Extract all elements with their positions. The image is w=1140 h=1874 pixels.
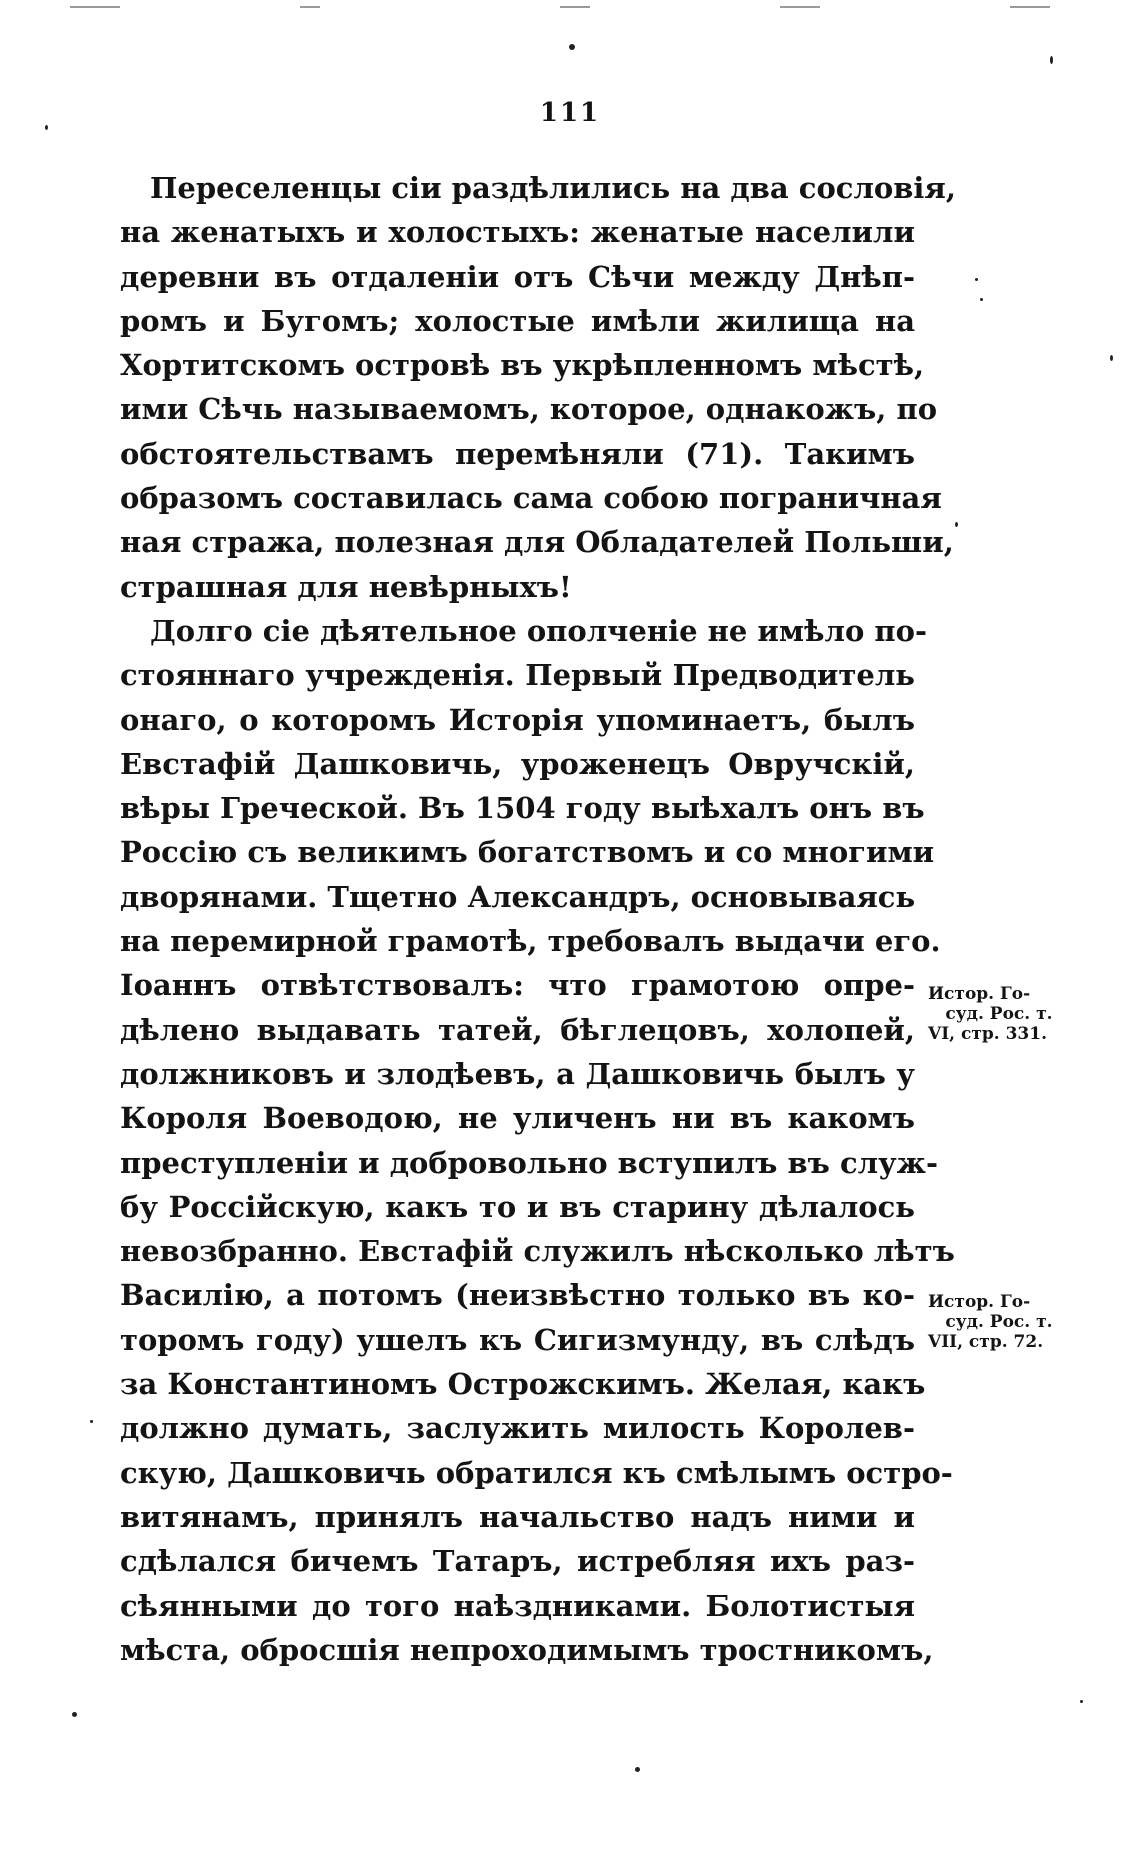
text-line: витянамъ, принялъ начальство надъ ними и [120,1499,915,1534]
text-line: Долго сіе дѣятельное ополченіе не имѣло по- [150,613,927,648]
text-line: Василію, а потомъ (неизвѣстно только въ ко- [120,1278,915,1313]
margin-note-line: Истор. Го- [928,1292,1031,1312]
text-line: сѣянными до того наѣздниками. Болотистыя [120,1588,915,1623]
text-line: онаго, о которомъ Исторія упоминаетъ, былъ [120,702,915,737]
text-line: скую, Дашковичь обратился къ смѣлымъ остро- [120,1455,953,1490]
text-line: обстоятельствамъ перемѣняли (71). Такимъ [120,436,915,471]
scan-speck [1110,355,1113,361]
scan-edge-mark [300,6,320,8]
text-line: должниковъ и злодѣевъ, а Дашковичь былъ у [120,1056,915,1091]
text-line: деревни въ отдаленіи отъ Сѣчи между Днѣп- [120,259,915,294]
body-text [120,166,956,1672]
text-line: ромъ и Бугомъ; холостые имѣли жилища на [120,303,915,338]
text-line: бу Россійскую, какъ то и въ старину дѣлалось [120,1189,915,1224]
page-number: 111 [539,98,601,128]
scan-speck [975,278,978,281]
text-line: вѣры Греческой. Въ 1504 году выѣхалъ онъ въ [120,791,925,826]
scan-speck [569,44,575,50]
text-line: торомъ году) ушелъ къ Сигизмунду, въ слѣдъ [120,1322,915,1357]
text-line: преступленіи и добровольно вступилъ въ служ- [120,1145,938,1180]
text-line: дѣлено выдавать татей, бѣглецовъ, холопей, [120,1012,915,1047]
margin-note-line: суд. Рос. т. [945,1004,1053,1024]
text-line: на женатыхъ и холостыхъ: женатые населили [120,215,915,250]
text-line: невозбранно. Евстафій служилъ нѣсколько лѣтъ [120,1234,955,1269]
text-line: должно думать, заслужить милость Королев- [120,1411,915,1446]
margin-note-line: VII, стр. 72. [928,1332,1044,1352]
margin-note-line: Истор. Го- [928,984,1031,1004]
text-line: дворянами. Тщетно Александръ, основываясь [120,879,916,914]
text-line: Короля Воеводою, не уличенъ ни въ какомъ [120,1101,915,1136]
text-line: Переселенцы сіи раздѣлились на два сословія, [150,171,956,205]
scan-speck [1080,1700,1083,1703]
scan-speck [1050,56,1053,64]
text-line: Хортитскомъ островѣ въ укрѣпленномъ мѣстѣ, [120,348,925,383]
scan-speck [90,1420,93,1423]
scan-speck [980,298,983,301]
text-line: Іоаннъ отвѣтствовалъ: что грамотою опре- [120,968,915,1003]
text-line: ими Сѣчь называемомъ, которое, однакожъ, по [120,392,938,427]
scan-speck [635,1767,640,1772]
text-line: сдѣлался бичемъ Татаръ, истребляя ихъ раз- [120,1544,915,1579]
scan-edge-mark [70,6,120,8]
text-line: страшная для невѣрныхъ! [120,569,572,604]
margin-note-line: VI, стр. 331. [928,1024,1047,1044]
text-line: Россію съ великимъ богатствомъ и со многими [120,835,935,870]
text-line: на перемирной грамотѣ, требовалъ выдачи его. [120,924,941,959]
text-line: стояннаго учрежденія. Первый Предводитель [120,658,915,693]
text-line: Евстафій Дашковичь, уроженецъ Овручскій, [120,746,915,781]
margin-note-line: суд. Рос. т. [945,1312,1053,1332]
scan-edge-mark [560,6,590,8]
scan-speck [72,1712,77,1717]
text-line: мѣста, обросшія непроходимымъ тростникомъ, [120,1632,934,1667]
text-line: за Константиномъ Острожскимъ. Желая, какъ [120,1367,926,1402]
scan-edge-mark [1010,6,1050,8]
scan-speck [955,522,958,527]
margin-note-history-vi [928,984,1070,1044]
scan-edge-mark [780,6,820,8]
text-line: образомъ составилась сама собою пограничная [120,481,942,516]
text-line: ная стража, полезная для Обладателей Польши, [120,525,954,560]
margin-note-history-vii [928,1292,1070,1352]
